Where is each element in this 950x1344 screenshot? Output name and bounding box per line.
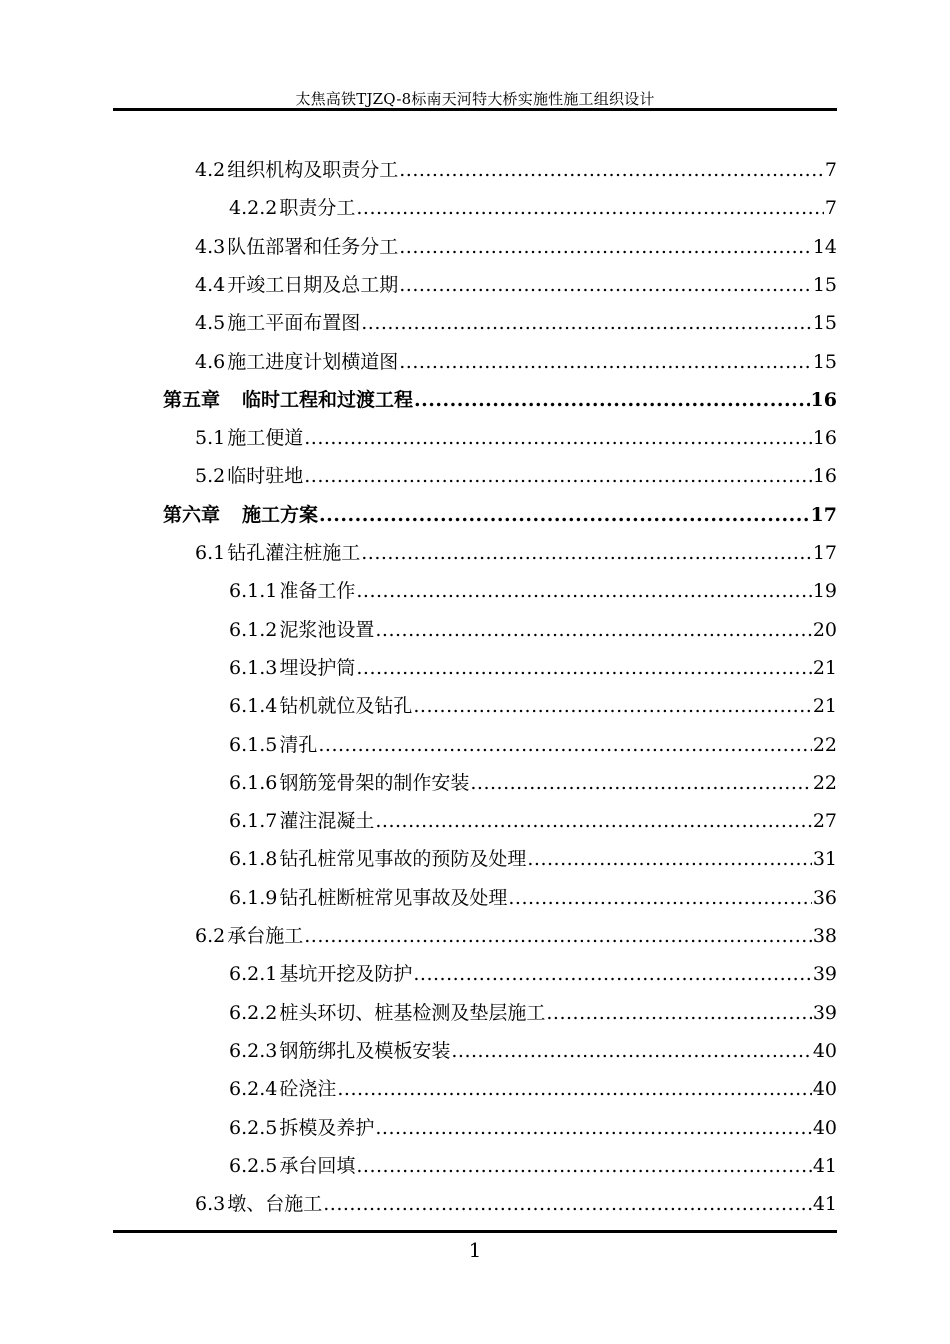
toc-dot-leader <box>304 925 812 947</box>
toc-entry-page: 21 <box>812 656 837 679</box>
toc-entry-title: 桩头环切、桩基检测及垫层施工 <box>279 1001 546 1024</box>
toc-entry-page: 40 <box>812 1039 837 1062</box>
toc-entry-title: 埋设护筒 <box>279 656 356 679</box>
toc-entry-number: 6.1.9 <box>229 886 278 909</box>
toc-entry-number: 6.2.4 <box>229 1078 278 1101</box>
toc-entry-page: 15 <box>812 350 837 373</box>
toc-entry-page: 16 <box>812 427 837 450</box>
toc-entry-number: 5.2 <box>195 465 226 488</box>
toc-entry-title: 开竣工日期及总工期 <box>227 273 399 296</box>
toc-entry-page: 14 <box>812 235 837 258</box>
toc-dot-leader <box>470 772 811 794</box>
toc-entry[interactable] <box>229 844 837 874</box>
toc-entry-number: 6.1.6 <box>229 771 278 794</box>
toc-entry-number: 6.3 <box>195 1193 226 1216</box>
toc-entry[interactable] <box>229 1036 837 1066</box>
toc-entry-page: 17 <box>810 503 837 526</box>
toc-entry[interactable] <box>195 1189 837 1219</box>
toc-entry[interactable] <box>229 1074 837 1104</box>
toc-entry-number: 6.2.2 <box>229 1001 278 1024</box>
toc-entry-title: 施工进度计划横道图 <box>227 350 399 373</box>
toc-entry[interactable] <box>229 615 837 645</box>
toc-dot-leader <box>319 504 810 526</box>
toc-entry-number: 6.2.5 <box>229 1116 278 1139</box>
toc-entry-number: 6.1.2 <box>229 618 278 641</box>
toc-entry-title: 钻孔桩断桩常见事故及处理 <box>279 886 508 909</box>
page-header: 太焦高铁TJZQ-8标南天河特大桥实施性施工组织设计 <box>295 90 655 108</box>
toc-entry[interactable] <box>195 155 837 185</box>
toc-entry[interactable] <box>229 653 837 683</box>
toc-entry-number: 6.2.3 <box>229 1039 278 1062</box>
toc-entry[interactable] <box>229 806 837 836</box>
toc-entry[interactable] <box>229 193 837 223</box>
toc-entry[interactable] <box>229 730 837 760</box>
toc-entry-number: 6.2 <box>195 925 226 947</box>
toc-dot-leader <box>399 351 812 373</box>
toc-dot-leader <box>304 465 812 487</box>
toc-entry-title: 清孔 <box>279 733 318 756</box>
toc-entry-title: 砼浇注 <box>279 1078 337 1101</box>
toc-entry-title: 施工方案 <box>242 503 319 526</box>
toc-entry-title: 准备工作 <box>279 580 356 603</box>
toc-entry-title: 临时工程和过渡工程 <box>242 388 414 411</box>
toc-entry-number: 第五章 <box>163 388 221 411</box>
toc-dot-leader <box>413 695 811 717</box>
toc-dot-leader <box>399 274 812 296</box>
toc-entry-page: 40 <box>812 1078 837 1101</box>
toc-dot-leader <box>527 848 811 870</box>
toc-entry-title: 组织机构及职责分工 <box>227 159 399 181</box>
toc-dot-leader <box>337 1078 811 1100</box>
toc-dot-leader <box>375 810 811 832</box>
toc-entry-page: 16 <box>810 388 837 411</box>
toc-entry-number: 6.1.3 <box>229 656 278 679</box>
toc-entry-number: 4.5 <box>195 312 226 335</box>
toc-dot-leader <box>356 580 811 602</box>
toc-entry-title: 泥浆池设置 <box>279 618 375 641</box>
toc-entry-page: 20 <box>812 618 837 641</box>
toc-entry-page: 22 <box>812 733 837 756</box>
toc-entry[interactable] <box>195 921 837 951</box>
toc-dot-leader <box>414 389 810 411</box>
toc-entry-number: 6.1.1 <box>229 580 278 603</box>
toc-entry-title: 承台施工 <box>227 925 304 947</box>
toc-dot-leader <box>546 1002 811 1024</box>
toc-dot-leader <box>375 1117 811 1139</box>
toc-entry-title: 墩、台施工 <box>227 1193 323 1216</box>
toc-entry-page: 19 <box>812 580 837 603</box>
toc-dot-leader <box>451 1040 811 1062</box>
toc-entry[interactable] <box>229 1151 837 1181</box>
toc-entry-title: 钢筋笼骨架的制作安装 <box>279 771 470 794</box>
toc-entry-page: 27 <box>812 810 837 833</box>
toc-entry-page: 15 <box>812 273 837 296</box>
toc-entry-number: 6.2.5 <box>229 1154 278 1177</box>
toc-entry-page: 17 <box>812 542 837 564</box>
toc-entry-number: 4.3 <box>195 235 226 258</box>
toc-entry-number: 4.6 <box>195 350 226 373</box>
toc-entry-number: 6.1.7 <box>229 810 278 833</box>
toc-entry[interactable] <box>229 768 837 798</box>
header-rule <box>113 108 837 111</box>
toc-entry[interactable] <box>163 500 837 530</box>
toc-dot-leader <box>399 159 824 181</box>
toc-dot-leader <box>361 312 812 334</box>
toc-dot-leader <box>375 619 811 641</box>
toc-dot-leader <box>413 963 811 985</box>
toc-entry-title: 临时驻地 <box>227 465 304 488</box>
toc-entry-title: 钻孔桩常见事故的预防及处理 <box>279 848 527 871</box>
toc-dot-leader <box>361 542 812 564</box>
footer-rule <box>113 1230 837 1233</box>
toc-entry-page: 41 <box>812 1193 837 1216</box>
toc-entry-title: 钢筋绑扎及模板安装 <box>279 1039 451 1062</box>
toc-entry-page: 39 <box>812 963 837 986</box>
toc-entry-number: 6.1.8 <box>229 848 278 871</box>
toc-entry-number: 6.1 <box>195 542 226 564</box>
toc-dot-leader <box>304 427 812 449</box>
toc-entry[interactable] <box>195 423 837 453</box>
toc-entry-page: 36 <box>812 886 837 909</box>
toc-entry-page: 16 <box>812 465 837 488</box>
toc-entry[interactable] <box>195 347 837 377</box>
toc-dot-leader <box>356 657 811 679</box>
toc-entry-page: 38 <box>812 925 837 947</box>
toc-entry[interactable] <box>229 998 837 1028</box>
toc-entry-title: 施工平面布置图 <box>227 312 361 335</box>
toc-entry-title: 承台回填 <box>279 1154 356 1177</box>
toc-entry[interactable] <box>229 576 837 606</box>
toc-entry-number: 4.4 <box>195 273 226 296</box>
toc-entry-number: 6.1.5 <box>229 733 278 756</box>
toc-entry-title: 灌注混凝土 <box>279 810 375 833</box>
toc-dot-leader <box>323 1193 812 1215</box>
toc-entry-page: 22 <box>812 771 837 794</box>
toc-entry[interactable] <box>195 270 837 300</box>
toc-entry-page: 31 <box>812 848 837 871</box>
toc-entry-number: 5.1 <box>195 427 226 450</box>
page-number: 1 <box>468 1238 482 1262</box>
toc-entry[interactable] <box>163 385 837 415</box>
toc-entry-number: 第六章 <box>163 503 221 526</box>
toc-entry[interactable] <box>195 232 837 262</box>
toc-entry[interactable] <box>195 538 837 568</box>
toc-dot-leader <box>399 236 812 258</box>
toc-entry-number: 4.2 <box>195 159 226 181</box>
toc-entry-title: 钻机就位及钻孔 <box>279 695 413 718</box>
toc-entry-page: 39 <box>812 1001 837 1024</box>
toc-entry-page: 40 <box>812 1116 837 1139</box>
toc-dot-leader <box>508 887 811 909</box>
toc-entry[interactable] <box>229 691 837 721</box>
toc-dot-leader <box>356 1155 811 1177</box>
toc-dot-leader <box>356 197 824 219</box>
toc-entry[interactable] <box>195 461 837 491</box>
toc-entry-title: 队伍部署和任务分工 <box>227 235 399 258</box>
toc-entry-number: 6.1.4 <box>229 695 278 718</box>
toc-entry-page: 7 <box>824 159 837 181</box>
toc-entry[interactable] <box>229 883 837 913</box>
toc-entry-title: 施工便道 <box>227 427 304 450</box>
toc-entry[interactable] <box>195 308 837 338</box>
toc-entry-title: 钻孔灌注桩施工 <box>227 542 361 564</box>
toc-entry[interactable] <box>229 959 837 989</box>
toc-entry-number: 4.2.2 <box>229 197 278 220</box>
toc-entry-title: 基坑开挖及防护 <box>279 963 413 986</box>
toc-entry-page: 41 <box>812 1154 837 1177</box>
toc-entry-page: 15 <box>812 312 837 335</box>
toc-entry-title: 职责分工 <box>279 197 356 220</box>
toc-entry-number: 6.2.1 <box>229 963 278 986</box>
toc-entry-page: 7 <box>824 197 837 220</box>
toc-entry-title: 拆模及养护 <box>279 1116 375 1139</box>
toc-dot-leader <box>318 734 811 756</box>
toc-entry-page: 21 <box>812 695 837 718</box>
toc-entry[interactable] <box>229 1113 837 1143</box>
